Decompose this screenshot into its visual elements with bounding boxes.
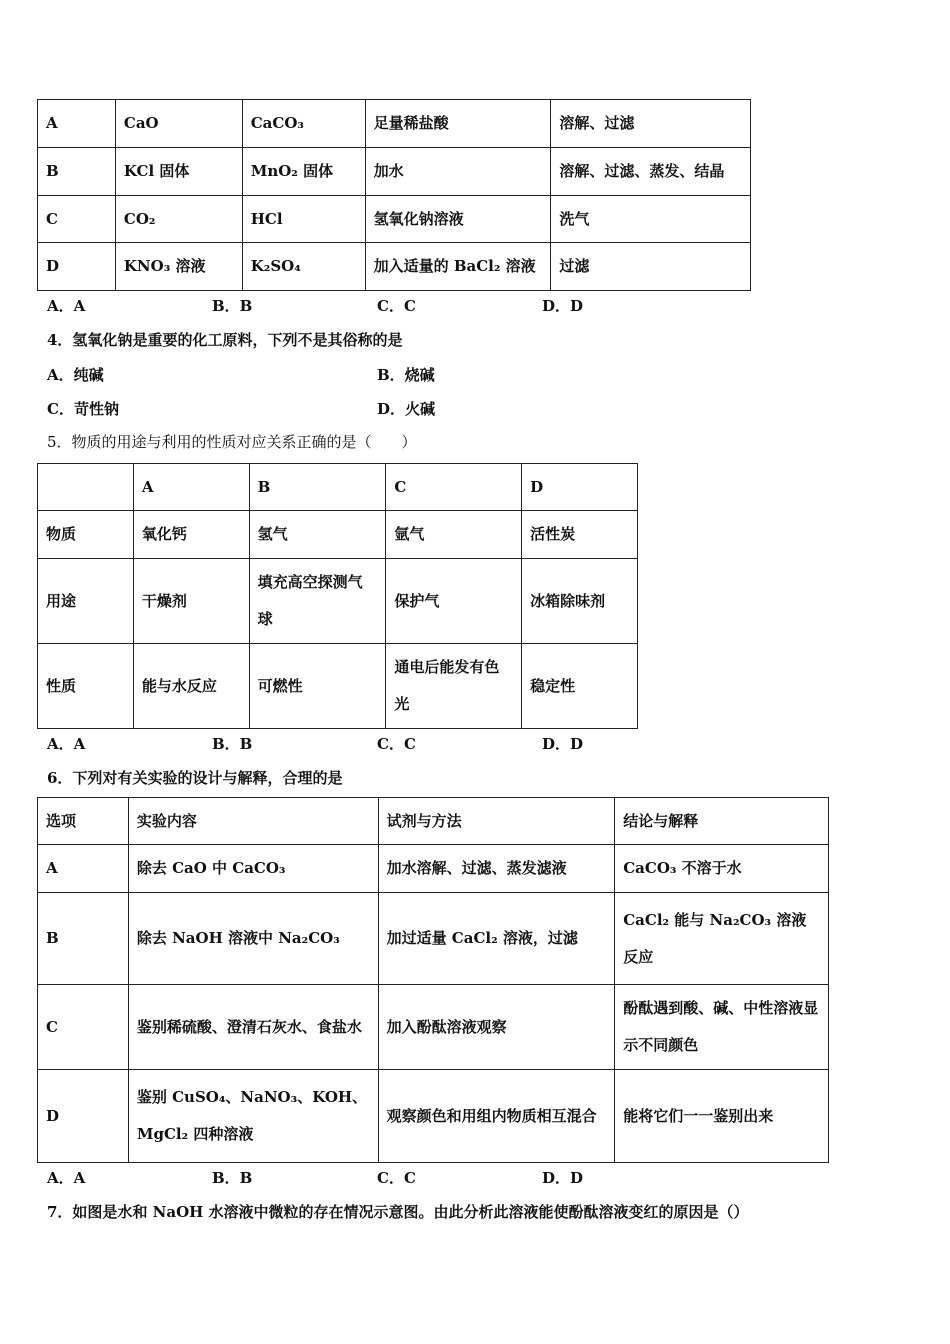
table-cell: 酚酞遇到酸、碱、中性溶液显示不同颜色 [615,985,829,1070]
table-row [38,845,829,893]
table-cell: 物质 [38,511,134,559]
table-cell: 鉴别 CuSO₄、NaNO₃、KOH、MgCl₂ 四种溶液 [128,1070,378,1163]
table-cell: 结论与解释 [615,798,829,845]
table-cell: C [386,464,522,511]
table-cell: 观察颜色和用组内物质相互混合 [378,1070,615,1163]
table-row [38,511,638,559]
table-cell: 填充高空探测气球 [249,559,386,644]
option-d[interactable]: D．火碱 [377,400,436,418]
table-cell: CO₂ [115,196,242,243]
option-d[interactable]: D．D [542,1169,584,1187]
table-row [38,559,638,644]
table-cell: 选项 [38,798,129,845]
option-c[interactable]: C．C [377,297,416,315]
table-cell: CaCO₃ 不溶于水 [615,845,829,893]
table-cell: B [38,893,129,985]
table-cell: 干燥剂 [133,559,249,644]
option-d[interactable]: D．D [542,735,584,753]
option-a[interactable]: A．纯碱 [47,366,104,384]
table-cell: B [249,464,386,511]
table-cell: 用途 [38,559,134,644]
table-cell: 试剂与方法 [378,798,615,845]
table-cell: 保护气 [386,559,522,644]
table-cell: KCl 固体 [115,148,242,196]
q5-stem: 5．物质的用途与利用的性质对应关系正确的是（ ） [47,433,417,451]
table-cell: HCl [242,196,365,243]
option-b[interactable]: B．烧碱 [377,366,435,384]
table-cell: 可燃性 [249,644,386,729]
table-cell: 除去 CaO 中 CaCO₃ [128,845,378,893]
table-cell: 实验内容 [128,798,378,845]
table-cell: 氢氧化钠溶液 [365,196,551,243]
option-a[interactable]: A．A [47,1169,86,1187]
table-cell: 能将它们一一鉴别出来 [615,1070,829,1163]
table-cell: D [522,464,638,511]
table-cell: 鉴别稀硫酸、澄清石灰水、食盐水 [128,985,378,1070]
table-cell: 溶解、过滤 [551,100,751,148]
table-cell: CaCl₂ 能与 Na₂CO₃ 溶液反应 [615,893,829,985]
table-cell: 氩气 [386,511,522,559]
table-row [38,985,829,1070]
table-cell: CaO [115,100,242,148]
option-d[interactable]: D．D [542,297,584,315]
table-cell: K₂SO₄ [242,243,365,291]
table-cell: A [133,464,249,511]
table-cell: D [38,1070,129,1163]
option-c[interactable]: C．苛性钠 [47,400,119,418]
option-b[interactable]: B．B [212,1169,253,1187]
table-cell: 加水 [365,148,551,196]
option-a[interactable]: A．A [47,297,86,315]
table-row [38,644,638,729]
q5-table [37,463,638,729]
table-cell: C [38,196,116,243]
table-row [38,196,751,243]
table-cell: 除去 NaOH 溶液中 Na₂CO₃ [128,893,378,985]
table-cell: MnO₂ 固体 [242,148,365,196]
table-cell: 活性炭 [522,511,638,559]
table-row [38,100,751,148]
table-cell: KNO₃ 溶液 [115,243,242,291]
q6-table [37,797,829,1163]
table-row [38,464,638,511]
option-b[interactable]: B．B [212,297,253,315]
table-cell: 足量稀盐酸 [365,100,551,148]
table-cell: 洗气 [551,196,751,243]
option-c[interactable]: C．C [377,1169,416,1187]
option-c[interactable]: C．C [377,735,416,753]
table-cell: 加入适量的 BaCl₂ 溶液 [365,243,551,291]
option-b[interactable]: B．B [212,735,253,753]
table-row [38,148,751,196]
table-cell: CaCO₃ [242,100,365,148]
q6-stem: 6．下列对有关实验的设计与解释，合理的是 [47,769,343,787]
q4-stem: 4．氢氧化钠是重要的化工原料，下列不是其俗称的是 [47,331,403,349]
table-cell: 通电后能发有色光 [386,644,522,729]
table-cell: 氢气 [249,511,386,559]
table-cell: 稳定性 [522,644,638,729]
table-cell: 加水溶解、过滤、蒸发滤液 [378,845,615,893]
table-cell: 冰箱除味剂 [522,559,638,644]
table-cell: 能与水反应 [133,644,249,729]
table-row [38,798,829,845]
q7-stem: 7．如图是水和 NaOH 水溶液中微粒的存在情况示意图。由此分析此溶液能使酚酞溶液变红的原因是（） [47,1203,749,1221]
table-cell: 过滤 [551,243,751,291]
table-cell: D [38,243,116,291]
table-cell: 加过适量 CaCl₂ 溶液，过滤 [378,893,615,985]
table-cell: 加入酚酞溶液观察 [378,985,615,1070]
q3-table [37,99,751,291]
table-row [38,243,751,291]
table-row [38,893,829,985]
table-cell: A [38,845,129,893]
table-row [38,1070,829,1163]
table-cell: 氧化钙 [133,511,249,559]
table-cell [38,464,134,511]
table-cell: 性质 [38,644,134,729]
table-cell: B [38,148,116,196]
table-cell: C [38,985,129,1070]
table-cell: 溶解、过滤、蒸发、结晶 [551,148,751,196]
option-a[interactable]: A．A [47,735,86,753]
table-cell: A [38,100,116,148]
